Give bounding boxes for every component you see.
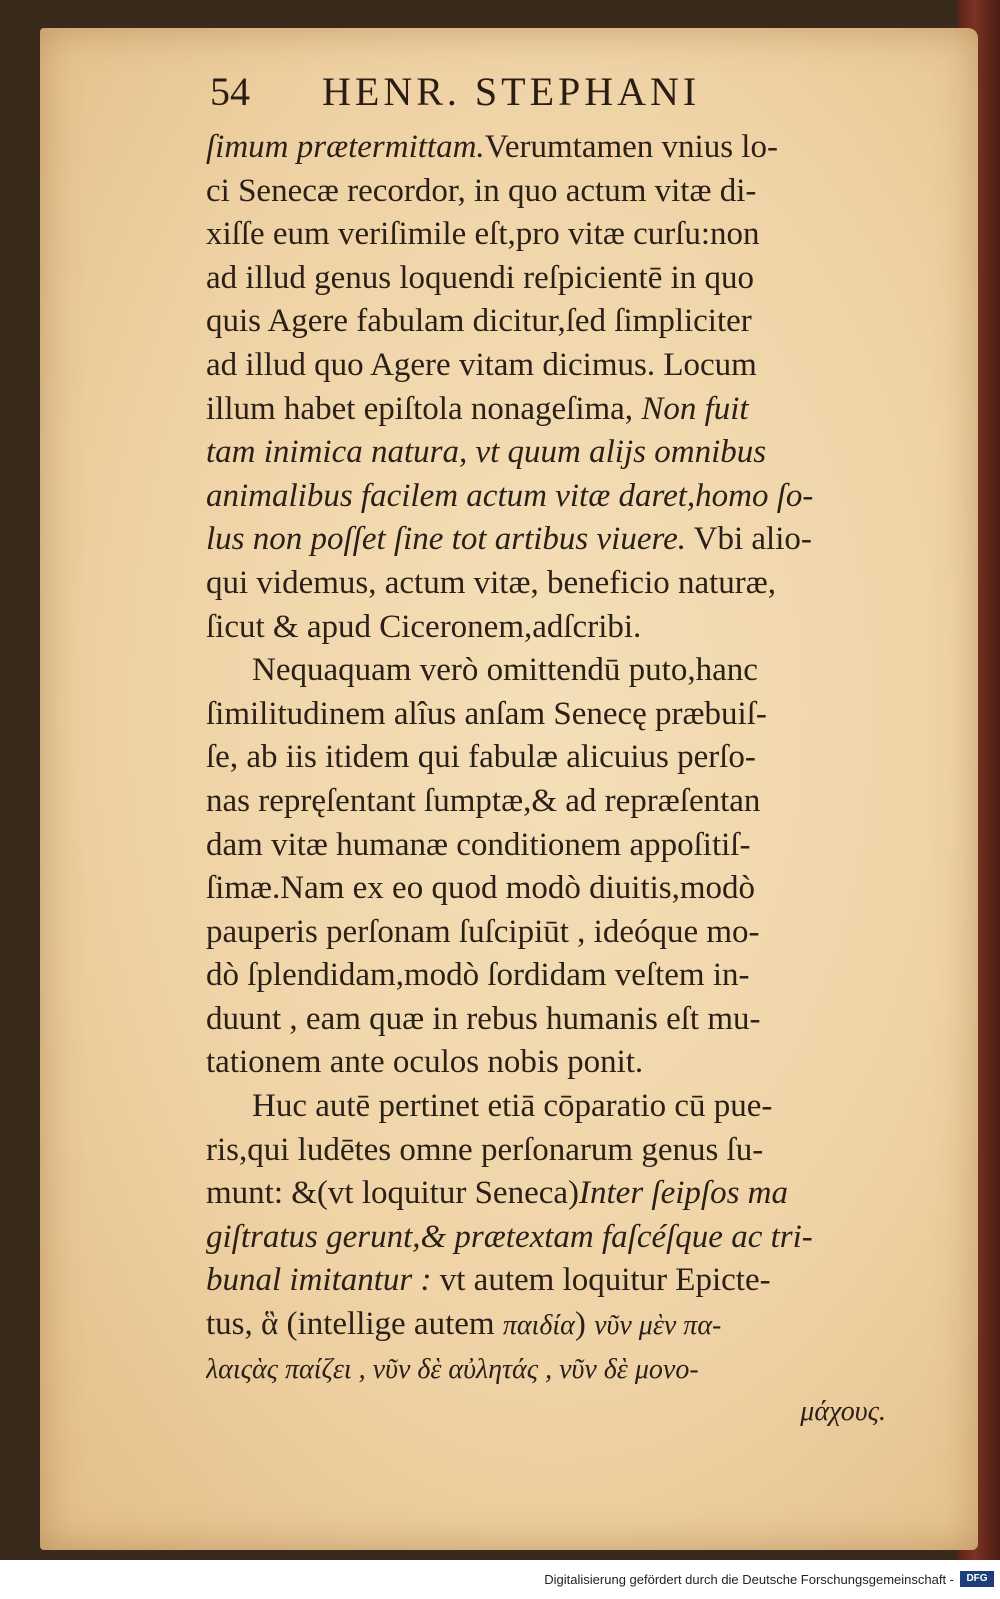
text-line xyxy=(206,300,906,344)
greek-text: λαιςὰς παίζει , νῦν δὲ αὐλητάς , νῦν δὲ μονο- xyxy=(206,1353,699,1385)
roman-text: illum habet epiſtola nonageſima, xyxy=(206,390,642,427)
text-line xyxy=(206,780,906,824)
greek-text: νῦν μὲν πα- xyxy=(594,1310,722,1342)
roman-text: pauperis perſonam ſuſcipiūt , ideóque mo- xyxy=(206,913,760,950)
text-line xyxy=(206,475,906,519)
text-line xyxy=(206,867,906,911)
roman-text: nas repręſentant ſumptæ,& ad repræſentan xyxy=(206,782,761,819)
text-line xyxy=(206,518,906,562)
text-line xyxy=(206,911,906,955)
italic-text: lus non poſſet ſine tot artibus viuere. xyxy=(206,521,686,558)
running-title: HENR. STEPHANI xyxy=(322,69,701,114)
funding-credit: Digitalisierung gefördert durch die Deutsche Forschungsgemeinschaft - xyxy=(544,1572,954,1587)
text-line xyxy=(206,1041,906,1085)
text-line xyxy=(206,954,906,998)
roman-text: qui videmus, actum vitæ, beneficio naturæ, xyxy=(206,564,777,601)
text-line xyxy=(206,126,906,170)
text-line xyxy=(206,431,906,475)
text-line xyxy=(206,388,906,432)
roman-text: ris,qui ludētes omne perſonarum genus ſu- xyxy=(206,1131,764,1168)
roman-text: ci Senecæ recordor, in quo actum vitæ di- xyxy=(206,172,757,209)
text-line xyxy=(206,1172,906,1216)
text-line xyxy=(206,1129,906,1173)
text-line xyxy=(206,344,906,388)
catchword: μάχους. xyxy=(800,1396,886,1428)
text-line xyxy=(206,736,906,780)
text-line xyxy=(206,213,906,257)
roman-text: ) xyxy=(574,1306,595,1343)
roman-text: tus, ἃ (intellige autem xyxy=(206,1306,503,1343)
italic-text: Non fuit xyxy=(641,390,749,427)
italic-text: Inter ſeipſos ma xyxy=(579,1175,788,1212)
roman-text: Vbi alio- xyxy=(685,521,812,558)
text-line xyxy=(206,649,906,693)
roman-text: quis Agere fabulam dicitur,ſed ſimpliciter xyxy=(206,303,752,340)
roman-text: munt: &(vt loquitur Seneca) xyxy=(206,1175,580,1212)
roman-text: xiſſe eum veriſimile eſt,pro vitæ curſu:non xyxy=(206,216,760,253)
text-line xyxy=(206,606,906,650)
footer-bar xyxy=(0,1560,1000,1599)
text-line xyxy=(206,998,906,1042)
text-line xyxy=(206,1085,906,1129)
roman-text: ſe, ab iis itidem qui fabulæ alicuius perſo- xyxy=(206,739,756,776)
roman-text: Huc autē pertinet etiā cōparatio cū pue- xyxy=(252,1088,773,1125)
italic-text: animalibus facilem actum vitæ daret,homo ſo- xyxy=(206,477,814,514)
book-page xyxy=(40,28,978,1550)
greek-text: παιδία xyxy=(502,1310,575,1342)
roman-text: tationem ante oculos nobis ponit. xyxy=(206,1044,644,1081)
roman-text: ad illud quo Agere vitam dicimus. Locum xyxy=(206,346,757,383)
roman-text: ad illud genus loquendi reſpicientē in quo xyxy=(206,259,755,296)
text-line xyxy=(206,170,906,214)
paragraph xyxy=(206,126,906,649)
paragraph xyxy=(206,1085,906,1390)
text-line xyxy=(206,1259,906,1303)
italic-text: giſtratus gerunt,& prætextam faſcéſque ac tri- xyxy=(206,1218,813,1255)
italic-text: bunal imitantur : xyxy=(206,1262,432,1299)
text-line xyxy=(206,1303,906,1347)
text-line xyxy=(206,1347,906,1391)
italic-text: ſimum prætermittam. xyxy=(206,129,485,165)
text-line xyxy=(206,257,906,301)
roman-text: ſicut & apud Ciceronem,adſcribi. xyxy=(206,608,642,645)
roman-text: Nequaquam verò omittendū puto,hanc xyxy=(252,652,758,689)
dfg-logo: DFG xyxy=(960,1571,994,1587)
body-text xyxy=(206,126,906,1434)
text-line xyxy=(206,562,906,606)
roman-text: Verumtamen vnius lo- xyxy=(484,129,778,165)
text-line xyxy=(206,1216,906,1260)
paragraph xyxy=(206,649,906,1085)
page-number: 54 xyxy=(210,69,250,114)
text-line xyxy=(206,824,906,868)
text-line xyxy=(206,693,906,737)
roman-text: ſimæ.Nam ex eo quod modò diuitis,modò xyxy=(206,870,756,907)
italic-text: tam inimica natura, vt quum alijs omnibus xyxy=(206,434,767,471)
roman-text: ſimilitudinem alîus anſam Senecę præbuiſ- xyxy=(206,695,767,732)
roman-text: dam vitæ humanæ conditionem appoſitiſ- xyxy=(206,826,751,863)
roman-text: duunt , eam quæ in rebus humanis eſt mu- xyxy=(206,1000,761,1037)
page-header xyxy=(210,68,830,118)
roman-text: vt autem loquitur Epicte- xyxy=(431,1262,771,1299)
roman-text: dò ſplendidam,modò ſordidam veſtem in- xyxy=(206,957,750,994)
